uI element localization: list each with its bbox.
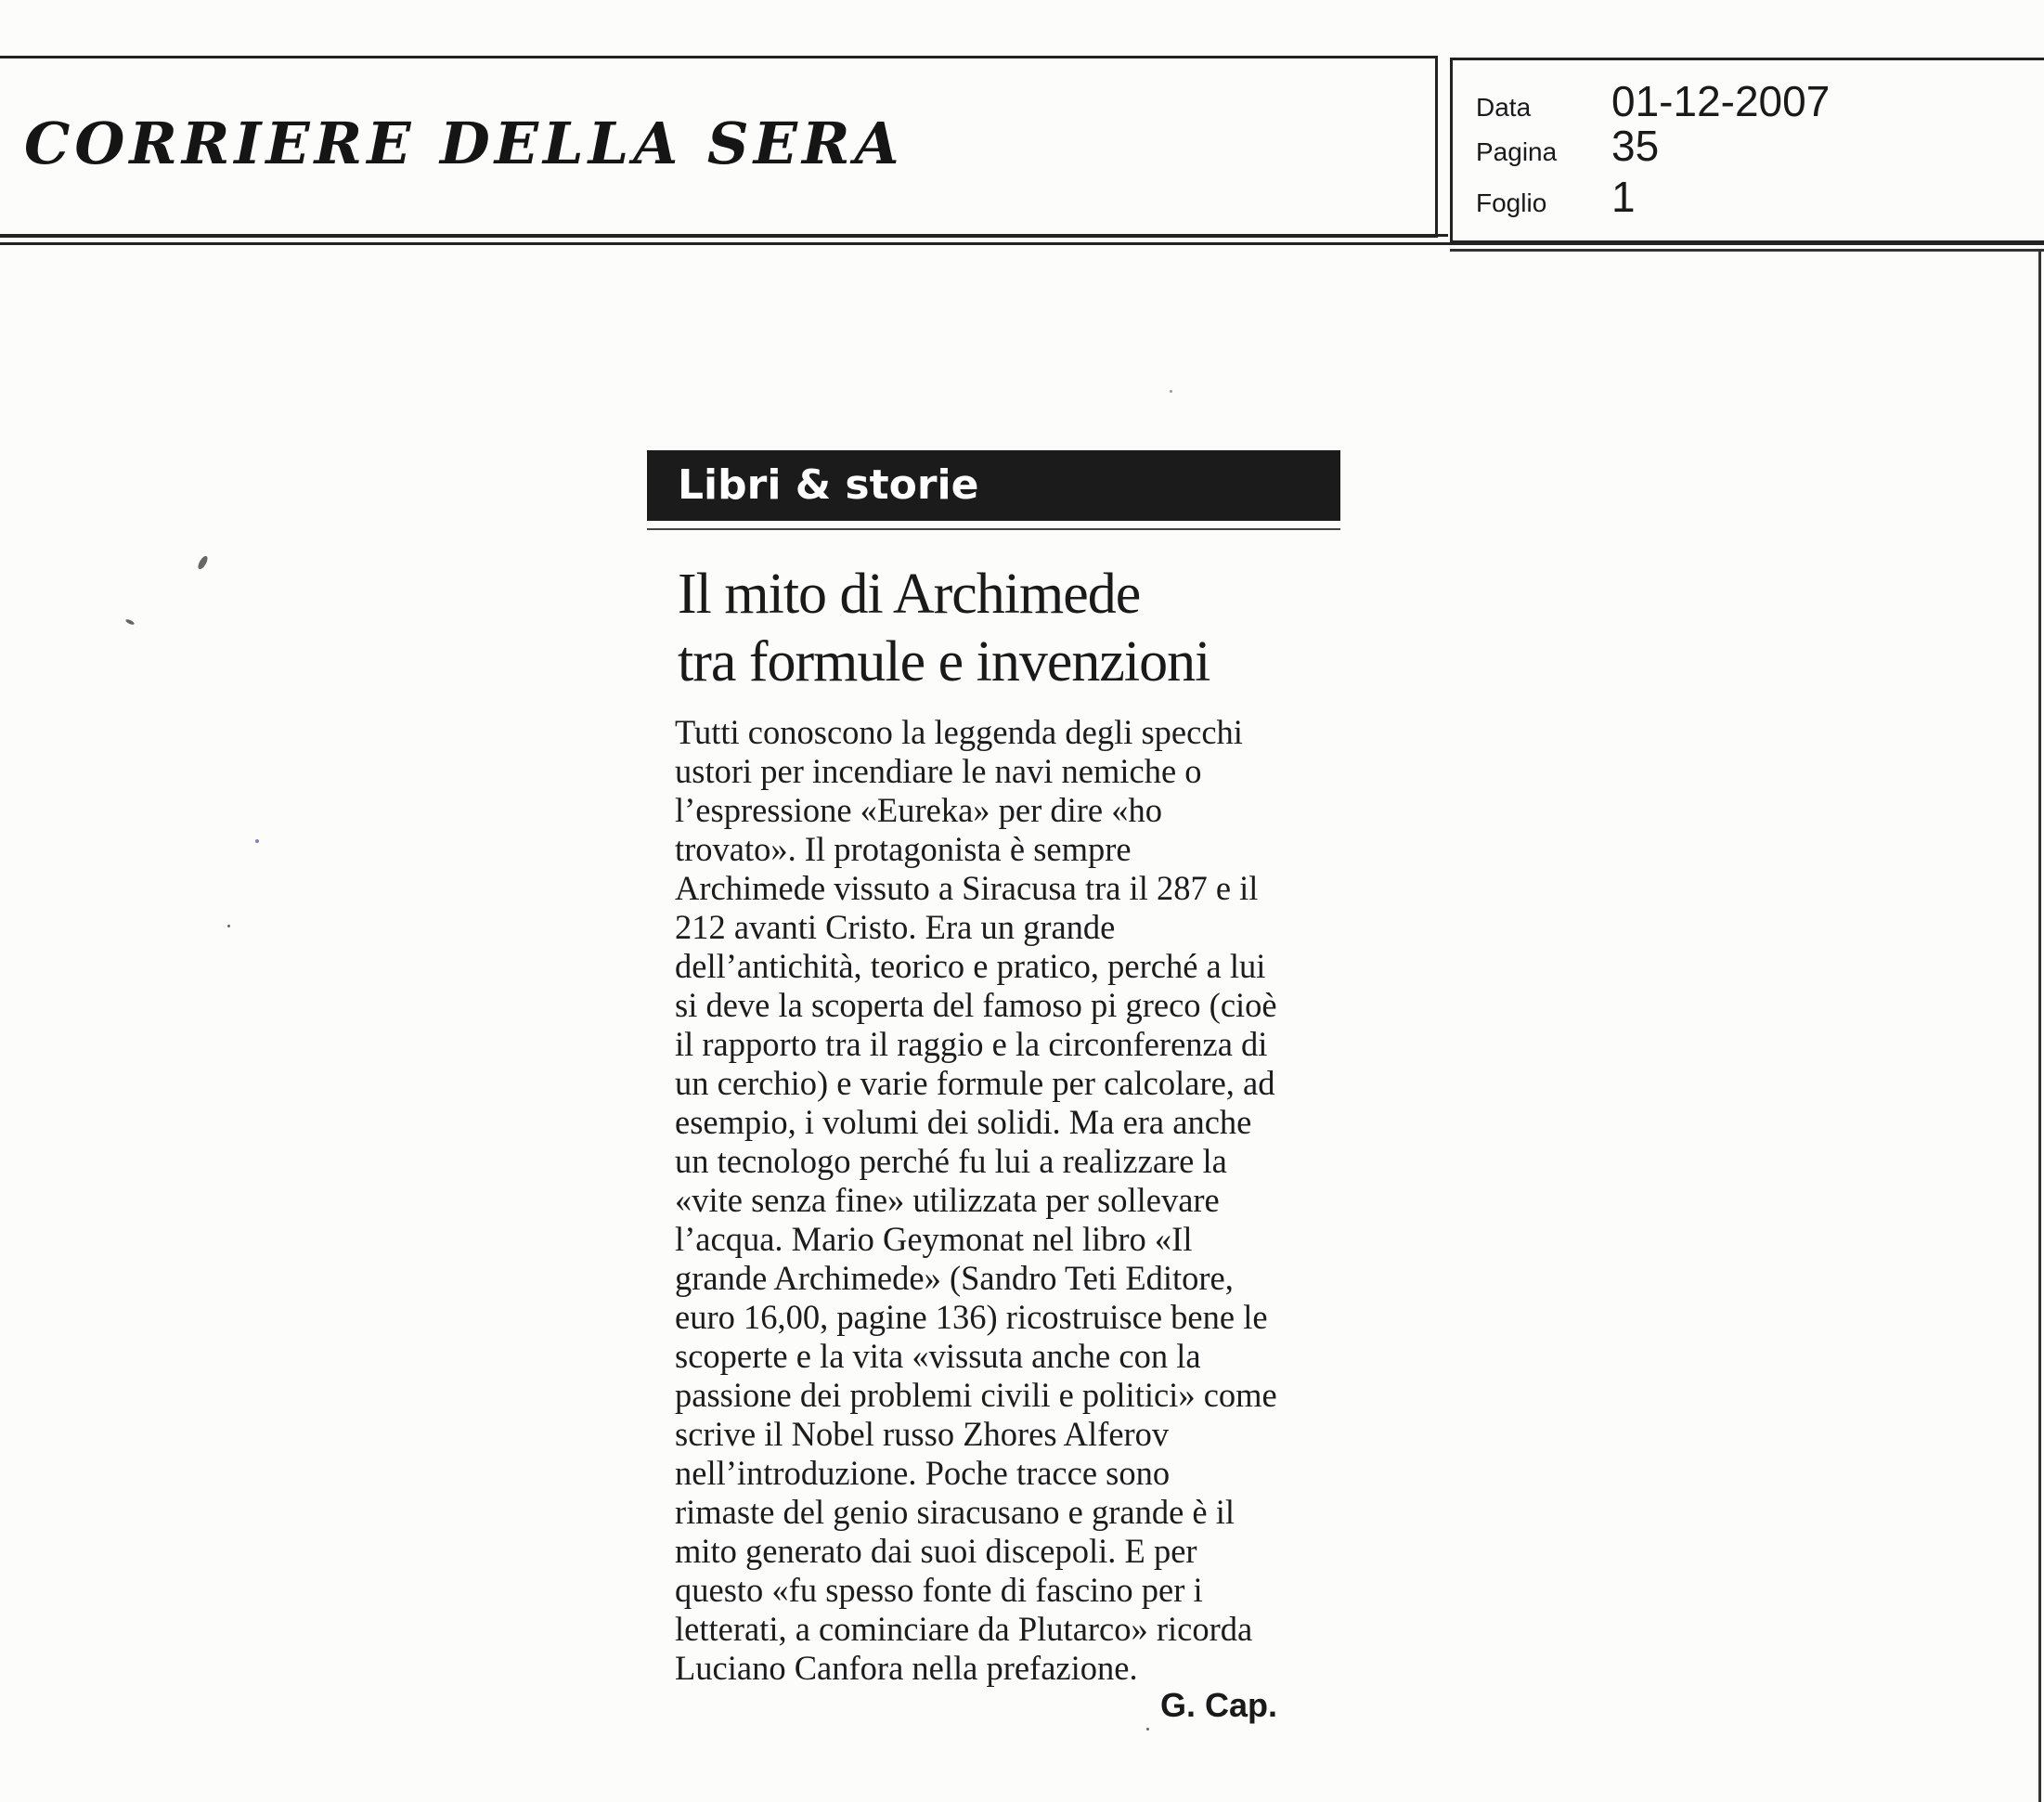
body-line: il rapporto tra il raggio e la circonferenza di <box>675 1025 1268 1063</box>
article-headline <box>678 561 1210 696</box>
body-line: trovato». Il protagonista è sempre <box>675 830 1132 868</box>
body-line: ustori per incendiare le navi nemiche o <box>675 752 1202 790</box>
body-line: passione dei problemi civili e politici» come <box>675 1376 1277 1414</box>
meta-value: 01-12-2007 <box>1611 77 1831 125</box>
body-line: questo «fu spesso fonte di fascino per i <box>675 1571 1203 1609</box>
body-line: un tecnologo perché fu lui a realizzare la <box>675 1142 1227 1180</box>
body-line: 212 avanti Cristo. Era un grande <box>675 908 1116 946</box>
body-line: Tutti conoscono la leggenda degli specchi <box>675 713 1243 751</box>
body-line: esempio, i volumi dei solidi. Ma era anche <box>675 1103 1252 1141</box>
body-line: mito generato dai suoi discepoli. E per <box>675 1532 1197 1570</box>
meta-value: 1 <box>1611 173 1636 221</box>
header-rule <box>0 242 2044 245</box>
meta-row-sheet <box>1476 172 1636 222</box>
article-body <box>675 713 1277 1688</box>
section-label: Libri & storie <box>647 450 1340 521</box>
meta-label: Pagina <box>1476 137 1558 166</box>
headline-line: tra formule e invenzioni <box>678 630 1210 694</box>
body-line: scrive il Nobel russo Zhores Alferov <box>675 1415 1170 1453</box>
body-line: grande Archimede» (Sandro Teti Editore, <box>675 1259 1234 1297</box>
scan-speck <box>255 839 259 843</box>
scan-speck <box>1146 1728 1149 1731</box>
body-line: «vite senza fine» utilizzata per sollevare <box>675 1181 1220 1219</box>
body-line: Archimede vissuto a Siracusa tra il 287 e il <box>675 869 1259 907</box>
scan-speck <box>196 554 209 570</box>
content-frame-top <box>1450 249 2044 252</box>
scan-speck <box>227 925 230 927</box>
scan-speck <box>1170 390 1172 393</box>
body-line: Luciano Canfora nella prefazione. <box>675 1649 1138 1687</box>
body-line: euro 16,00, pagine 136) ricostruisce bene le <box>675 1298 1268 1336</box>
section-divider <box>647 528 1340 530</box>
meta-label: Data <box>1476 93 1532 122</box>
content-frame-right <box>2038 249 2041 1802</box>
body-line: l’acqua. Mario Geymonat nel libro «Il <box>675 1220 1193 1258</box>
body-line: rimaste del genio siracusano e grande è il <box>675 1493 1235 1531</box>
body-line: scoperte e la vita «vissuta anche con la <box>675 1337 1201 1375</box>
body-line: un cerchio) e varie formule per calcolare, ad <box>675 1064 1275 1102</box>
body-line: nell’introduzione. Poche tracce sono <box>675 1454 1171 1492</box>
meta-row-date <box>1476 76 1830 126</box>
meta-row-page <box>1476 121 1659 171</box>
headline-line: Il mito di Archimede <box>678 563 1141 626</box>
meta-value: 35 <box>1611 122 1660 170</box>
body-line: l’espressione «Eureka» per dire «ho <box>675 791 1163 829</box>
body-line: si deve la scoperta del famoso pi greco (cioè <box>675 986 1277 1024</box>
newspaper-masthead: CORRIERE DELLA SERA <box>24 110 904 177</box>
body-line: letterati, a cominciare da Plutarco» ricorda <box>675 1610 1253 1648</box>
scan-speck <box>125 618 136 626</box>
meta-label: Foglio <box>1476 188 1547 217</box>
body-line: dell’antichità, teorico e pratico, perché a lui <box>675 947 1266 985</box>
header-rule <box>0 234 1448 237</box>
article-byline: G. Cap. <box>1160 1686 1278 1724</box>
